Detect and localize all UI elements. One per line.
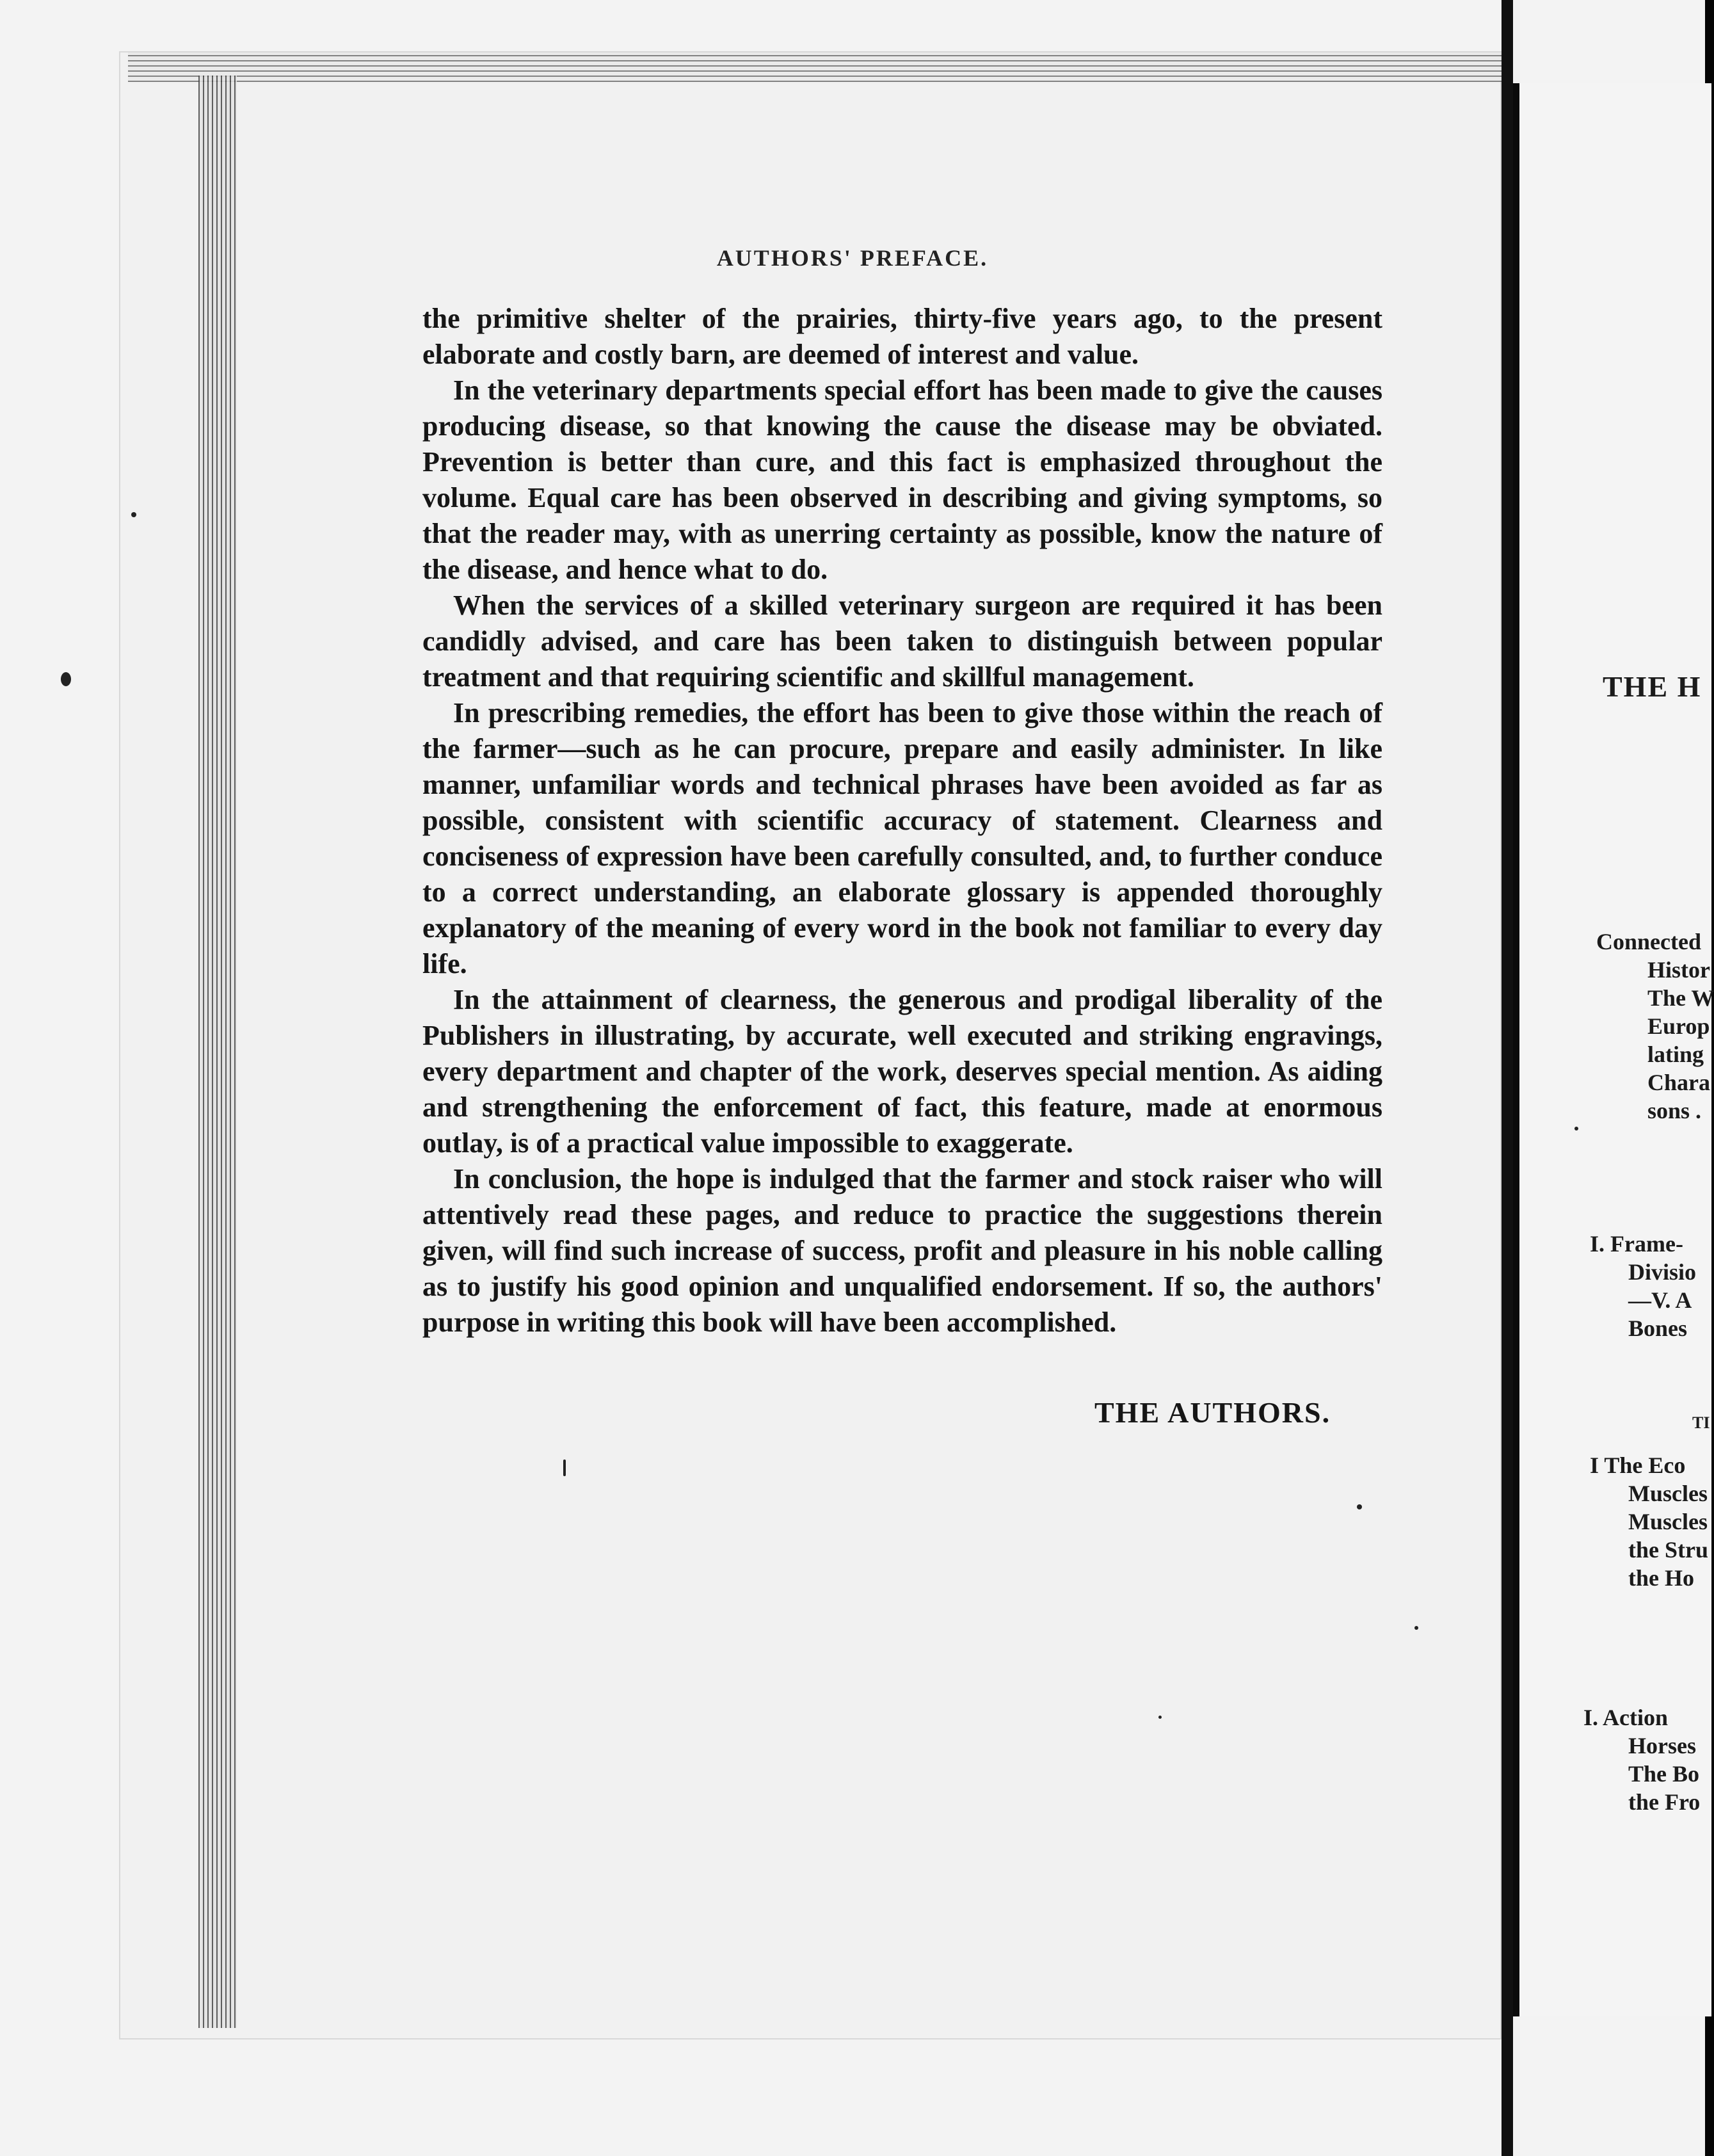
paragraph-4: In prescribing remedies, the effort has been to give those within the reach of the farmer—such as he can procure, prepare and easily administer. In like manner, unfamiliar words and technical phrases have been avoided as far as possible, consistent with scientific accuracy of statement. Clearness and conciseness of expression have been carefully consulted, and, to further conduce to a correct understanding, an elaborate glossary is appended thoroughly explanatory of the meaning of every word in the book not familiar to every day life. [422, 697, 1382, 979]
page-gutter-edges [198, 76, 237, 2028]
right-page-line: the Stru [1628, 1537, 1708, 1563]
page-fold-shadow [1502, 0, 1513, 2156]
right-page-line: The Bo [1628, 1761, 1700, 1787]
right-page-line: Muscles [1628, 1481, 1708, 1506]
scan-speck [61, 672, 71, 686]
scan-speck [1357, 1504, 1362, 1509]
right-page-line: I. Frame- [1590, 1231, 1683, 1257]
right-page [1513, 83, 1714, 2016]
right-page-line: Divisio [1628, 1259, 1697, 1285]
paragraph-6: In conclusion, the hope is indulged that the farmer and stock raiser who will attentively read these pages, and reduce to practice the suggestions therein given, will find such increase of success, profit and pleasure in his noble calling as to justify his good opinion and unqualified endorsement. If so, the authors' purpose in writing this book will have been accomplished. [422, 1163, 1382, 1338]
right-page-line: Bones [1628, 1315, 1688, 1341]
paragraph-1: the primitive shelter of the prairies, thirty-five years ago, to the present elaborate and costly barn, are deemed of interest and value. [422, 303, 1382, 370]
right-page-line: the Fro [1628, 1789, 1701, 1815]
paragraph-5: In the attainment of clearness, the generous and prodigal liberality of the Publishers in illustrating, by accurate, well executed and striking engravings, every department and chapter of the work, deserves special mention. As aiding and strengthening the enforcement of fact, this feature, made at enormous outlay, is of a practical value impossible to exaggerate. [422, 984, 1382, 1159]
right-page-line: the Ho [1628, 1565, 1694, 1591]
scan-speck [1574, 1127, 1578, 1130]
right-page-line: TI [1692, 1413, 1710, 1432]
right-page-line: I. Action [1583, 1705, 1669, 1730]
right-page-line: lating [1647, 1042, 1704, 1067]
right-page-line: —V. A [1628, 1287, 1692, 1313]
right-page-line: Horses [1628, 1733, 1696, 1758]
paragraph-3: When the services of a skilled veterinary surgeon are required it has been candidly advised, and care has been taken to distinguish between popular treatment and that requiring scientific and skillful management. [422, 590, 1382, 693]
right-page-line: Muscles [1628, 1509, 1708, 1534]
scan-speck [1158, 1716, 1162, 1719]
right-page-line: I The Eco [1590, 1452, 1686, 1478]
running-head: AUTHORS' PREFACE. [716, 245, 989, 271]
scan-speck [563, 1460, 566, 1476]
page-edge-top [128, 52, 1504, 82]
paragraph-2: In the veterinary departments special effort has been made to give the causes producing disease, so that knowing the cause the disease may be obviated. Prevention is better than cure, and this fact is emphasized throughout the volume. Equal care has been observed in describing and giving symptoms, so that the reader may, with as unerring certainty as possible, know the nature of the disease, and hence what to do. [422, 374, 1382, 585]
right-page-line: Histor [1647, 957, 1710, 983]
right-page-heading: THE H [1603, 670, 1702, 703]
right-page-line: sons . [1647, 1098, 1702, 1123]
scan-speck [131, 512, 136, 517]
signature: THE AUTHORS. [1094, 1396, 1331, 1429]
right-page-line: Connected [1596, 929, 1701, 954]
scan-speck [1414, 1626, 1418, 1630]
right-page-line: Chara [1647, 1070, 1710, 1095]
right-page-line: The W [1647, 985, 1714, 1011]
right-page-line: Europ [1647, 1013, 1710, 1039]
